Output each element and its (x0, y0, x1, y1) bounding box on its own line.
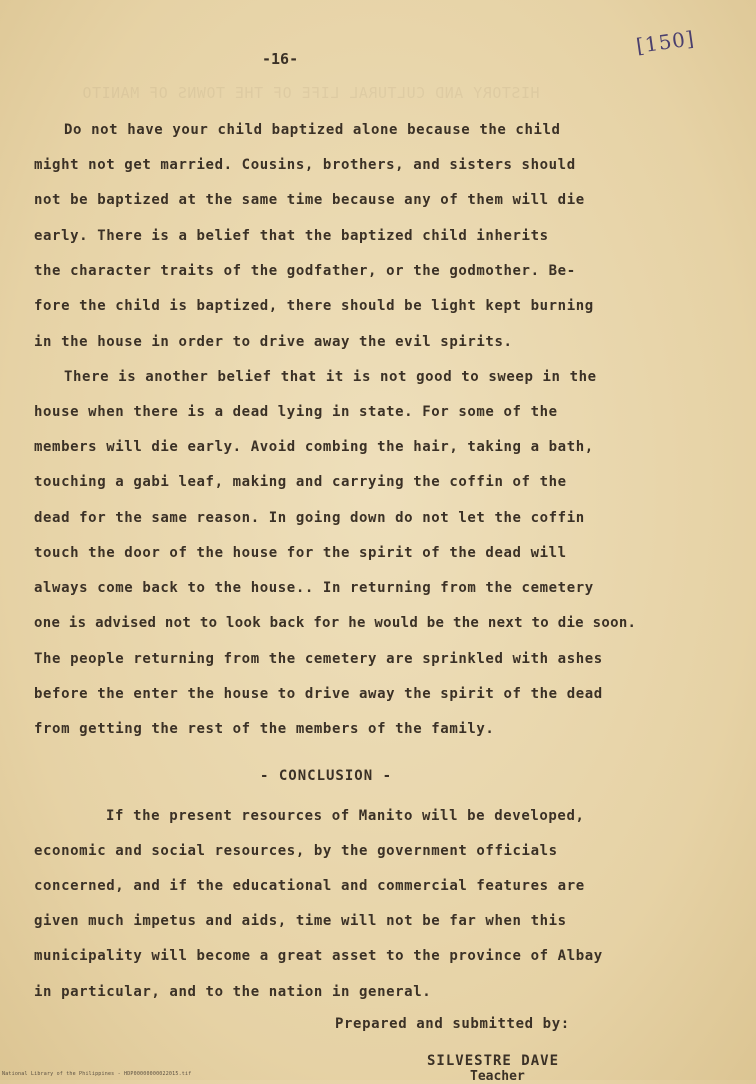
text-line: might not get married. Cousins, brothers, and sisters should (34, 157, 576, 173)
text-line: dead for the same reason. In going down do not let the coffin (34, 510, 585, 526)
text-line: Do not have your child baptized alone because the child (64, 122, 561, 138)
text-line: municipality will become a great asset to the province of Albay (34, 948, 603, 964)
text-line: touch the door of the house for the spirit of the dead will (34, 545, 567, 561)
archive-footer: National Library of the Philippines - HDP00000000022015.tif (2, 1071, 192, 1077)
signoff-line: Prepared and submitted by: (335, 1016, 570, 1032)
text-line: house when there is a dead lying in state. For some of the (34, 404, 558, 420)
text-line: always come back to the house.. In returning from the cemetery (34, 580, 594, 596)
text-line: in particular, and to the nation in general. (34, 984, 432, 1000)
text-line: one is advised not to look back for he would be the next to die soon. (34, 615, 637, 631)
text-line: early. There is a belief that the baptized child inherits (34, 228, 549, 244)
text-line: concerned, and if the educational and commercial features are (34, 878, 585, 894)
signer-title: Teacher (470, 1069, 525, 1084)
text-line: The people returning from the cemetery are sprinkled with ashes (34, 651, 603, 667)
handwritten-page-annotation: [150] (634, 26, 697, 58)
text-line: from getting the rest of the members of the family. (34, 721, 495, 737)
bleed-through-text: HISTORY AND CULTURAL LIFE OF THE TOWNS OF MANITO (82, 84, 540, 102)
text-line: before the enter the house to drive away the spirit of the dead (34, 686, 603, 702)
text-line: in the house in order to drive away the evil spirits. (34, 334, 513, 350)
conclusion-heading: - CONCLUSION - (260, 768, 393, 784)
text-line: fore the child is baptized, there should be light kept burning (34, 298, 594, 314)
text-line: If the present resources of Manito will be developed, (106, 808, 585, 824)
page-number: -16- (262, 50, 299, 68)
signer-name: SILVESTRE DAVE (427, 1053, 560, 1069)
text-line: There is another belief that it is not good to sweep in the (64, 369, 597, 385)
text-line: members will die early. Avoid combing the hair, taking a bath, (34, 439, 594, 455)
text-line: economic and social resources, by the government officials (34, 843, 558, 859)
text-line: touching a gabi leaf, making and carrying the coffin of the (34, 474, 567, 490)
text-line: not be baptized at the same time because any of them will die (34, 192, 585, 208)
text-line: given much impetus and aids, time will not be far when this (34, 913, 567, 929)
text-line: the character traits of the godfather, or the godmother. Be- (34, 263, 576, 279)
